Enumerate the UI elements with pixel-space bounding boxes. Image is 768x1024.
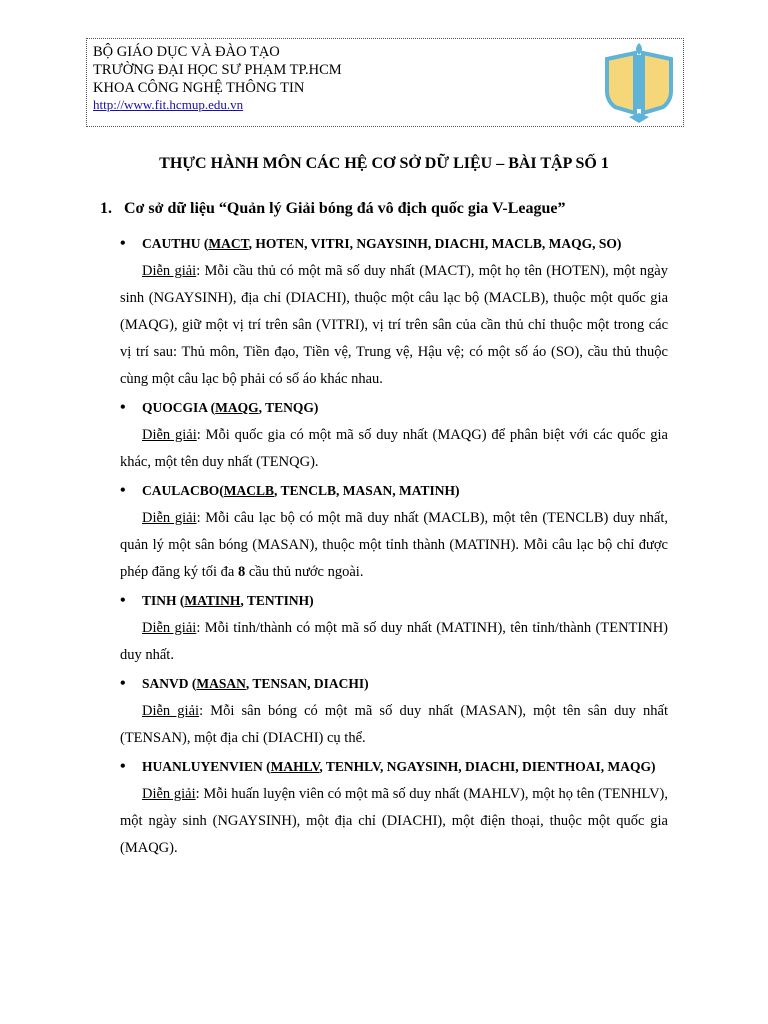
entity-tinh <box>120 589 668 613</box>
bullet-icon: • <box>120 758 126 775</box>
primary-key: MACLB <box>223 483 275 498</box>
entity-description <box>120 258 668 393</box>
description-text: : Mỗi tỉnh/thành có một mã số duy nhất (MATINH), tên tỉnh/thành (TENTINH) duy nhất. <box>120 620 669 663</box>
entity-cauthu <box>120 232 668 256</box>
entity-list <box>120 232 668 865</box>
entity-description <box>120 615 668 669</box>
header-text-block <box>93 43 342 113</box>
section-heading <box>100 200 565 218</box>
entity-name: CAULACBO( <box>142 483 224 498</box>
entity-caulacbo <box>120 479 668 503</box>
entity-name: SANVD ( <box>142 676 197 691</box>
entity-quocgia <box>120 396 668 420</box>
dien-giai-label: Diễn giải <box>142 703 200 719</box>
bullet-icon: • <box>120 482 126 499</box>
entity-attributes: , TENCLB, MASAN, MATINH) <box>274 483 460 498</box>
entity-attributes: , TENHLV, NGAYSINH, DIACHI, DIENTHOAI, MAQG) <box>319 759 656 774</box>
primary-key: MAQG <box>215 400 259 415</box>
entity-description <box>120 422 668 476</box>
description-tail: cầu thủ nước ngoài. <box>245 564 364 580</box>
entity-name: QUOCGIA ( <box>142 400 216 415</box>
entity-description <box>120 781 668 862</box>
description-text: : Mỗi sân bóng có một mã số duy nhất (MASAN), một tên sân duy nhất (TENSAN), một địa chỉ (DIACHI) cụ thể. <box>120 703 668 746</box>
faculty-website-link[interactable]: http://www.fit.hcmup.edu.vn <box>93 97 244 112</box>
university-logo-icon <box>599 41 679 125</box>
description-text: : Mỗi huấn luyện viên có một mã số duy nhất (MAHLV), một họ tên (TENHLV), một ngày sinh (NGAYSINH), một địa chỉ (DIACHI), một điện thoại, thuộc một quốc gia (MAQG). <box>120 786 668 856</box>
entity-name: TINH ( <box>142 593 185 608</box>
entity-attributes: , HOTEN, VITRI, NGAYSINH, DIACHI, MACLB, MAQG, SO) <box>248 236 622 251</box>
entity-attributes: , TENQG) <box>258 400 319 415</box>
section-heading-text: Cơ sở dữ liệu “Quản lý Giải bóng đá vô địch quốc gia V-League” <box>124 200 566 217</box>
dien-giai-label: Diễn giải <box>142 263 197 279</box>
dien-giai-label: Diễn giải <box>142 510 197 526</box>
entity-description <box>120 505 668 586</box>
entity-name: CAUTHU ( <box>142 236 209 251</box>
entity-name: HUANLUYENVIEN ( <box>142 759 271 774</box>
entity-sanvd <box>120 672 668 696</box>
bullet-icon: • <box>120 592 126 609</box>
page-title: THỰC HÀNH MÔN CÁC HỆ CƠ SỞ DỮ LIỆU – BÀI TẬP SỐ 1 <box>159 155 609 172</box>
faculty-name: KHOA CÔNG NGHỆ THÔNG TIN <box>93 80 305 96</box>
bullet-icon: • <box>120 675 126 692</box>
document-header <box>86 38 684 127</box>
primary-key: MACT <box>208 236 249 251</box>
dien-giai-label: Diễn giải <box>142 620 197 636</box>
entity-huanluyenvien <box>120 755 668 779</box>
max-foreign-players: 8 <box>238 564 246 580</box>
primary-key: MATINH <box>184 593 241 608</box>
primary-key: MASAN <box>196 676 246 691</box>
primary-key: MAHLV <box>270 759 320 774</box>
dien-giai-label: Diễn giải <box>142 427 197 443</box>
entity-attributes: , TENTINH) <box>240 593 314 608</box>
description-text: : Mỗi cầu thủ có một mã số duy nhất (MACT), một họ tên (HOTEN), một ngày sinh (NGAYSINH), địa chỉ (DIACHI), thuộc một câu lạc bộ (MACLB), thuộc một quốc gia (MAQG), giữ một vị trí trên sân (VITRI), vị trí trên sân của cần thủ chỉ thuộc một trong các vị trí sau: Thủ môn, Tiền đạo, Tiền vệ, Trung vệ, Hậu vệ; có một số áo (SO), cầu thủ thuộc cùng một câu lạc bộ phải có số áo khác nhau. <box>120 263 668 387</box>
dien-giai-label: Diễn giải <box>142 786 196 802</box>
description-text: : Mỗi quốc gia có một mã số duy nhất (MAQG) để phân biệt với các quốc gia khác, một tên duy nhất (TENQG). <box>120 427 668 470</box>
bullet-icon: • <box>120 235 126 252</box>
description-text: : Mỗi câu lạc bộ có một mã duy nhất (MACLB), một tên (TENCLB) duy nhất, quản lý một sân bóng (MASAN), thuộc một tỉnh thành (MATINH). Mỗi câu lạc bộ chỉ được phép đăng ký tối đa <box>120 510 668 580</box>
bullet-icon: • <box>120 399 126 416</box>
entity-attributes: , TENSAN, DIACHI) <box>245 676 369 691</box>
section-number: 1. <box>100 200 112 217</box>
entity-description <box>120 698 668 752</box>
university-name: TRƯỜNG ĐẠI HỌC SƯ PHẠM TP.HCM <box>93 62 342 78</box>
ministry-name: BỘ GIÁO DỤC VÀ ĐÀO TẠO <box>93 44 280 60</box>
